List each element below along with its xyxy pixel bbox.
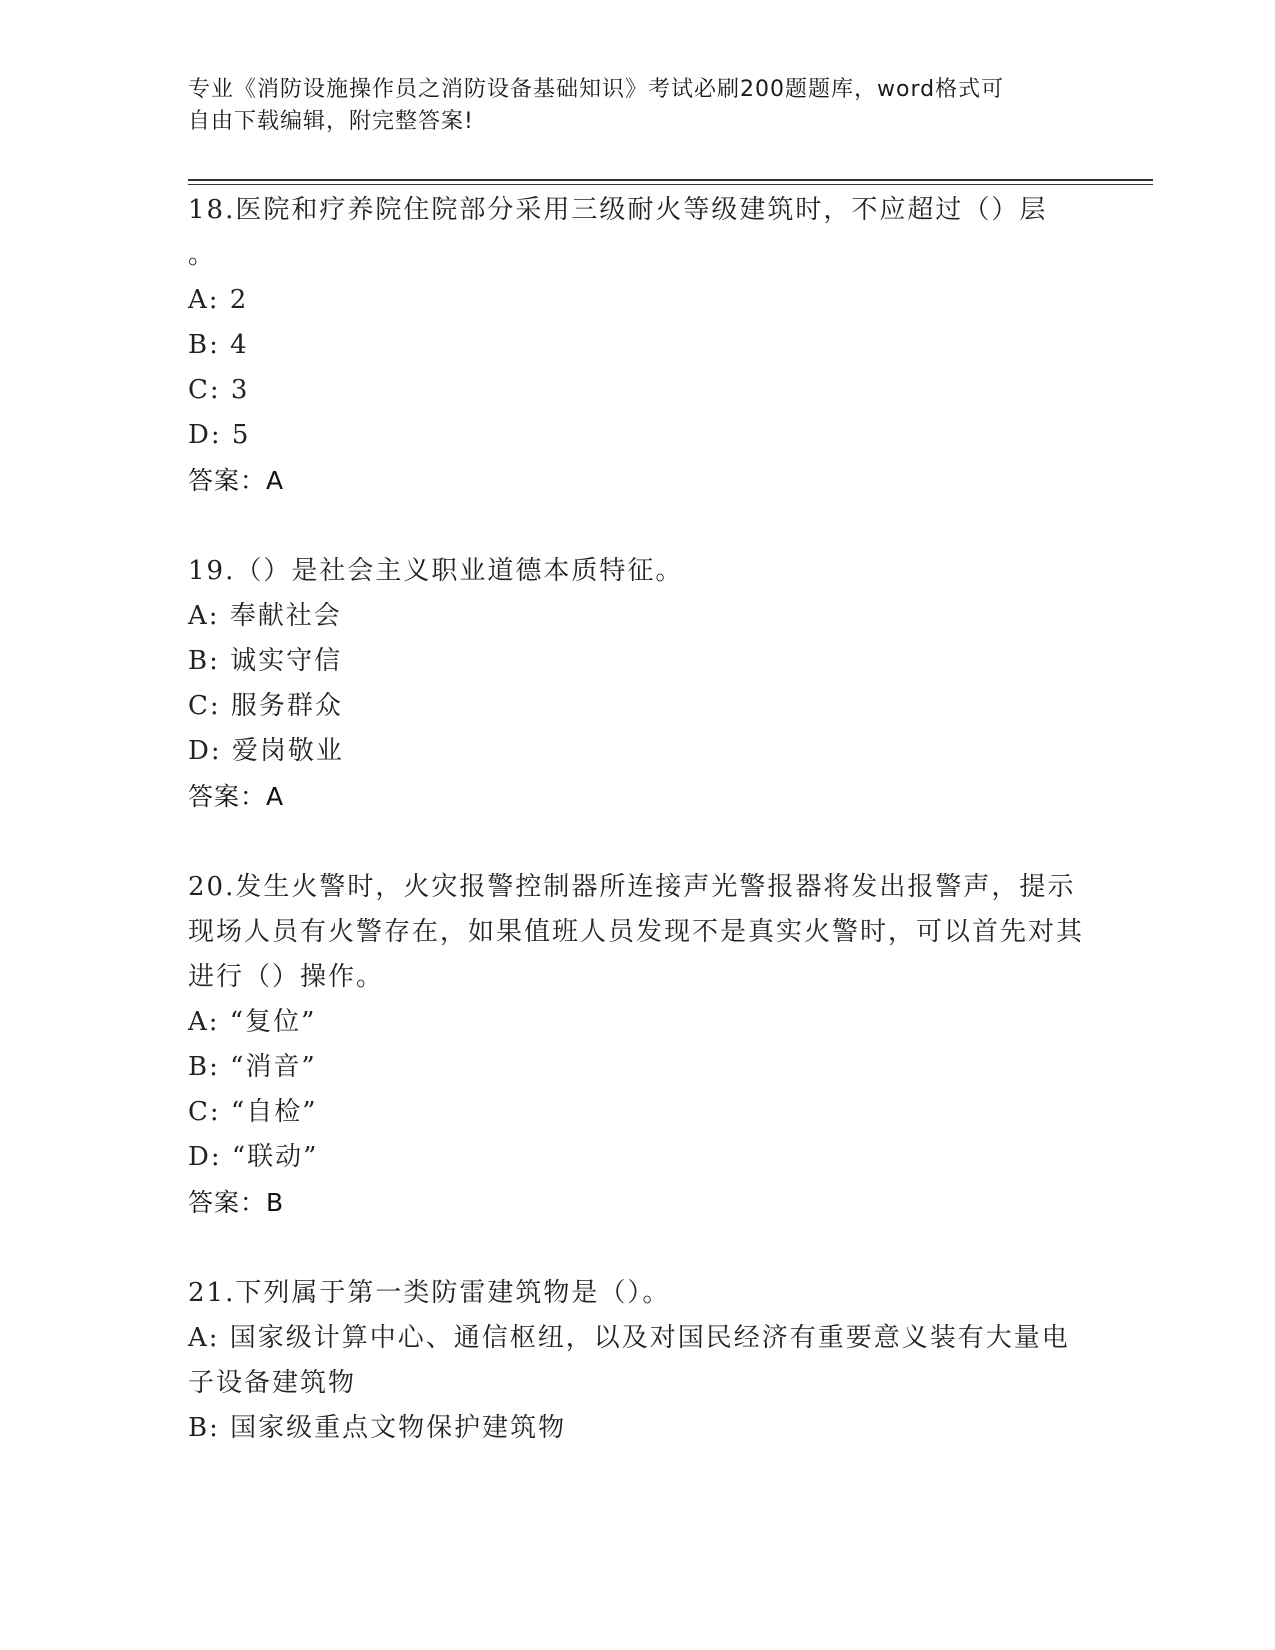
question-19 <box>188 549 1088 819</box>
question-text: 21.下列属于第一类防雷建筑物是（）。 <box>188 1278 671 1308</box>
question-text-continuation: 。 <box>188 240 217 270</box>
question-21 <box>188 1271 1088 1451</box>
question-text: 20.发生火警时，火灾报警控制器所连接声光警报器将发出报警声，提示现场人员有火警存在，如果值班人员发现不是真实火警时，可以首先对其进行（）操作。 <box>188 872 1085 992</box>
question-text: 19.（）是社会主义职业道德本质特征。 <box>188 556 684 586</box>
option-d: D: 5 <box>188 420 251 450</box>
option-a: A: 奉献社会 <box>188 601 342 631</box>
document-header <box>188 74 1068 138</box>
answer-label: 答案：A <box>188 782 285 811</box>
header-divider-thin <box>188 184 1153 185</box>
question-text: 18.医院和疗养院住院部分采用三级耐火等级建筑时，不应超过（）层 <box>188 195 1048 225</box>
option-a: A: “复位” <box>188 1007 317 1037</box>
option-a: A: 2 <box>188 285 249 315</box>
option-b: B: 国家级重点文物保护建筑物 <box>188 1413 567 1443</box>
question-18 <box>188 188 1088 503</box>
question-list <box>188 188 1088 1497</box>
option-d: D: “联动” <box>188 1142 319 1172</box>
header-title-line1: 专业《消防设施操作员之消防设备基础知识》考试必刷200题题库，word格式可 <box>188 77 1005 102</box>
option-c: C: “自检” <box>188 1097 318 1127</box>
option-b: B: “消音” <box>188 1052 317 1082</box>
option-d: D: 爱岗敬业 <box>188 736 344 766</box>
answer-label: 答案：B <box>188 1188 285 1217</box>
question-20 <box>188 865 1088 1225</box>
option-c: C: 服务群众 <box>188 691 343 721</box>
option-b: B: 诚实守信 <box>188 646 343 676</box>
option-a: A: 国家级计算中心、通信枢纽，以及对国民经济有重要意义装有大量电子设备建筑物 <box>188 1323 1070 1398</box>
header-divider-thick <box>188 179 1153 181</box>
option-c: C: 3 <box>188 375 250 405</box>
option-b: B: 4 <box>188 330 249 360</box>
answer-label: 答案：A <box>188 466 285 495</box>
header-title-line2: 自由下载编辑，附完整答案! <box>188 109 474 134</box>
